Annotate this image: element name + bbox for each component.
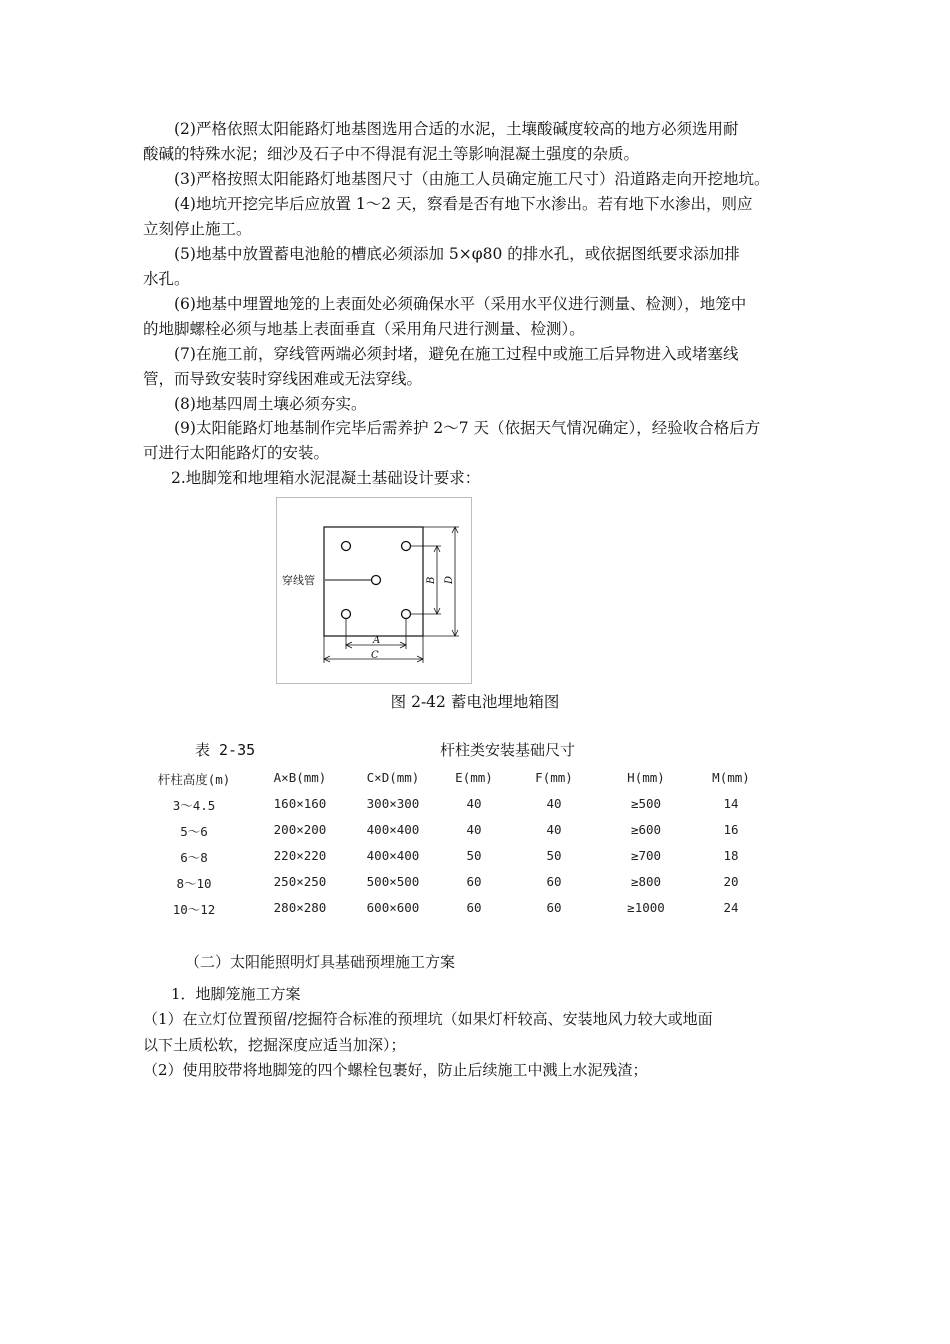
table-cell: 280×280 xyxy=(273,900,327,915)
paragraph-text: 立刻停止施工。 xyxy=(143,220,252,238)
table-header-cell: H(mm) xyxy=(627,770,665,785)
table-cell: 400×400 xyxy=(366,848,420,863)
table-cell: 10～12 xyxy=(172,902,216,917)
battery-box-figure xyxy=(276,497,472,684)
bolt-hole-top-right xyxy=(402,542,411,551)
paragraph-item-2 xyxy=(143,117,813,167)
table-cell: 60 xyxy=(546,900,562,915)
table-cell: 40 xyxy=(466,796,482,811)
table-cell: 50 xyxy=(546,848,562,863)
table-cell: ≥600 xyxy=(630,822,662,837)
paragraph-text: (5)地基中放置蓄电池舱的槽底必须添加 5×φ80 的排水孔，或依据图纸要求添加排 xyxy=(174,245,740,263)
box-outline xyxy=(324,527,423,636)
label-d: D xyxy=(444,575,455,584)
paragraph-item-8 xyxy=(143,392,813,417)
table-cell: ≥700 xyxy=(630,848,662,863)
table-title: 杆柱类安装基础尺寸 xyxy=(440,741,576,759)
conduit-hole xyxy=(372,576,381,585)
section-subheading-2: 1．地脚笼施工方案 xyxy=(171,985,301,1003)
bolt-hole-bottom-right xyxy=(402,610,411,619)
paragraph-item-3 xyxy=(143,167,813,192)
table-cell: 6～8 xyxy=(180,850,208,865)
paragraph-item-7 xyxy=(143,342,813,392)
table-header-cell: F(mm) xyxy=(535,770,573,785)
table-cell: ≥1000 xyxy=(627,900,665,915)
table-cell: ≥800 xyxy=(630,874,662,889)
table-cell: 40 xyxy=(546,822,562,837)
table-cell: ≥500 xyxy=(630,796,662,811)
paragraph-text: 酸碱的特殊水泥；细沙及石子中不得混有泥土等影响混凝土强度的杂质。 xyxy=(143,145,640,163)
paragraph-text: 的地脚螺栓必须与地基上表面垂直（采用角尺进行测量、检测）。 xyxy=(143,320,585,338)
table-number: 表 2-35 xyxy=(195,741,256,759)
bolt-hole-top-left xyxy=(342,542,351,551)
table-cell: 50 xyxy=(466,848,482,863)
table-cell: 20 xyxy=(723,874,739,889)
paragraph-text: (7)在施工前，穿线管两端必须封堵，避免在施工过程中或施工后异物进入或堵塞线 xyxy=(174,345,739,363)
paragraph-item-4 xyxy=(143,192,813,242)
table-header-cell: 杆柱高度(m) xyxy=(157,772,231,787)
table-header-cell: E(mm) xyxy=(455,770,493,785)
paragraph-item-9 xyxy=(143,416,813,466)
section-subheading: 2.地脚笼和地埋箱水泥混凝土基础设计要求： xyxy=(171,469,481,487)
table-header-cell: C×D(mm) xyxy=(366,770,420,785)
table-cell: 600×600 xyxy=(366,900,420,915)
paragraph-text: 管，而导致安装时穿线困难或无法穿线。 xyxy=(143,370,423,388)
table-cell: 16 xyxy=(723,822,739,837)
table-cell: 60 xyxy=(466,900,482,915)
battery-box-diagram xyxy=(277,498,471,683)
section-item-text: （1）在立灯位置预留/挖掘符合标准的预埋坑（如果灯杆较高、安装地风力较大或地面 xyxy=(143,1010,713,1028)
paragraph-item-6 xyxy=(143,292,813,342)
table-cell: 5～6 xyxy=(180,824,208,839)
table-cell: 60 xyxy=(466,874,482,889)
table-header-cell: A×B(mm) xyxy=(273,770,327,785)
paragraph-item-5 xyxy=(143,242,813,292)
section-heading: （二）太阳能照明灯具基础预埋施工方案 xyxy=(185,953,456,971)
paragraph-text: (9)太阳能路灯地基制作完毕后需养护 2～7 天（依据天气情况确定），经验收合格后方 xyxy=(174,419,761,437)
label-a: A xyxy=(373,635,381,646)
pipe-label: 穿线管 xyxy=(282,574,315,587)
paragraph-text: (6)地基中埋置地笼的上表面处必须确保水平（采用水平仪进行测量、检测），地笼中 xyxy=(174,295,747,313)
table-cell: 18 xyxy=(723,848,739,863)
table-cell: 3～4.5 xyxy=(172,798,216,813)
section-item-1 xyxy=(143,1006,813,1058)
paragraph-text: (4)地坑开挖完毕后应放置 1～2 天，察看是否有地下水渗出。若有地下水渗出，则应 xyxy=(174,195,753,213)
table-cell: 24 xyxy=(723,900,739,915)
section-item-text: 以下土质松软，挖掘深度应适当加深）； xyxy=(143,1036,406,1054)
paragraph-text: (3)严格按照太阳能路灯地基图尺寸（由施工人员确定施工尺寸）沿道路走向开挖地坑。 xyxy=(174,170,770,188)
table-cell: 300×300 xyxy=(366,796,420,811)
table-cell: 200×200 xyxy=(273,822,327,837)
table-cell: 14 xyxy=(723,796,739,811)
table-cell: 160×160 xyxy=(273,796,327,811)
table-cell: 250×250 xyxy=(273,874,327,889)
table-cell: 8～10 xyxy=(176,876,212,891)
figure-caption: 图 2-42 蓄电池埋地箱图 xyxy=(390,693,560,711)
paragraph-text: (2)严格依照太阳能路灯地基图选用合适的水泥，土壤酸碱度较高的地方必须选用耐 xyxy=(174,120,739,138)
table-cell: 40 xyxy=(546,796,562,811)
label-c: C xyxy=(371,650,379,661)
table-cell: 60 xyxy=(546,874,562,889)
paragraph-text: 可进行太阳能路灯的安装。 xyxy=(143,444,330,462)
paragraph-text: (8)地基四周土壤必须夯实。 xyxy=(174,395,367,413)
table-cell: 220×220 xyxy=(273,848,327,863)
paragraph-text: 水孔。 xyxy=(143,270,190,288)
table-cell: 500×500 xyxy=(366,874,420,889)
table-cell: 40 xyxy=(466,822,482,837)
section-item-text: （2）使用胶带将地脚笼的四个螺栓包裹好，防止后续施工中溅上水泥残渣； xyxy=(143,1061,648,1079)
bolt-hole-bottom-left xyxy=(342,610,351,619)
table-header-cell: M(mm) xyxy=(712,770,750,785)
label-b: B xyxy=(426,576,437,584)
section-item-2 xyxy=(143,1057,813,1083)
table-cell: 400×400 xyxy=(366,822,420,837)
